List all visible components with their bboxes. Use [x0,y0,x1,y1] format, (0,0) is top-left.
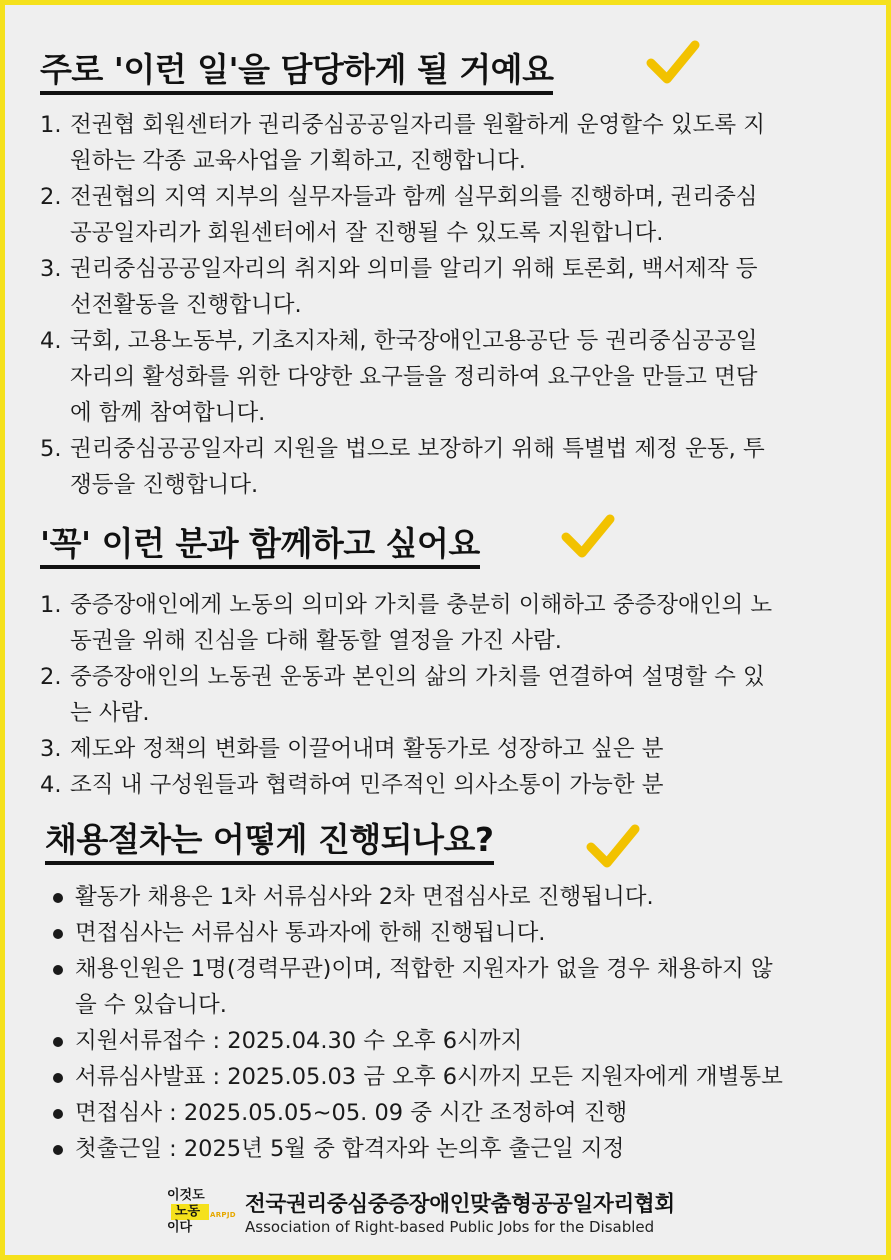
section-heading-qualifications [40,517,480,569]
section-heading-duties-text: 주로 '이런 일'을 담당하게 될 거예요 [40,49,553,95]
list-item-line: 면접심사 : 2025.05.05~05. 09 중 시간 조정하여 진행 [75,1100,628,1126]
list-item [40,179,860,251]
organization-logo [165,1187,239,1241]
list-item-number: 4. [40,772,62,798]
list-item-line: 전권협의 지역 지부의 실무자들과 함께 실무회의를 진행하며, 권리중심 [70,184,758,210]
list-item-line: 원하는 각종 교육사업을 기획하고, 진행합니다. [70,148,526,174]
list-item-line: 지원서류접수 : 2025.04.30 수 오후 6시까지 [75,1028,523,1054]
list-item [45,879,860,915]
list-item-number: 1. [40,112,62,138]
logo-line-3: 이다 [167,1220,193,1235]
list-item-number: 1. [40,592,62,618]
list-item [40,107,860,179]
duties-list [40,107,860,503]
list-item-line: 동권을 위해 진심을 다해 활동할 열정을 가진 사람. [70,628,562,654]
list-item-line: 활동가 채용은 1차 서류심사와 2차 면접심사로 진행됩니다. [75,884,654,910]
section-heading-process-text: 채용절차는 어떻게 진행되나요? [45,819,494,865]
list-item [45,1023,860,1059]
list-item-line: 국회, 고용노동부, 기초지자체, 한국장애인고용공단 등 권리중심공공일 [70,328,758,354]
section-heading-qualifications-text: '꼭' 이런 분과 함께하고 싶어요 [40,523,480,569]
footer [165,1185,765,1245]
list-item-line: 중증장애인에게 노동의 의미와 가치를 충분히 이해하고 중증장애인의 노 [70,592,773,618]
list-item [40,587,860,659]
list-item-line: 자리의 활성화를 위한 다양한 요구들을 정리하여 요구안을 만들고 면담 [70,364,758,390]
bullet-dot-icon [53,1073,63,1083]
list-item-line: 을 수 있습니다. [75,992,227,1018]
list-item-line: 쟁등을 진행합니다. [70,472,259,498]
list-item-line: 에 함께 참여합니다. [70,400,266,426]
qualifications-list [40,587,860,803]
list-item-line: 면접심사는 서류심사 통과자에 한해 진행됩니다. [75,920,546,946]
logo-tag: ARPJD [210,1211,236,1219]
bullet-dot-icon [53,965,63,975]
list-item-line: 공공일자리가 회원센터에서 잘 진행될 수 있도록 지원합니다. [70,220,664,246]
bullet-dot-icon [53,1109,63,1119]
section-heading-duties [40,43,553,95]
logo-line-1: 이것도 [167,1188,205,1203]
organization-name: 전국권리중심중증장애인맞춤형공공일자리협회 [245,1192,675,1217]
list-item-number: 3. [40,736,62,762]
bullet-dot-icon [53,929,63,939]
list-item [45,915,860,951]
list-item-line: 제도와 정책의 변화를 이끌어내며 활동가로 성장하고 싶은 분 [70,736,664,762]
checkmark-icon [560,513,616,561]
list-item-line: 는 사람. [70,700,150,726]
checkmark-icon [585,823,641,871]
bullet-dot-icon [53,1145,63,1155]
list-item [45,1059,860,1095]
list-item-line: 조직 내 구성원들과 협력하여 민주적인 의사소통이 가능한 분 [70,772,664,798]
list-item [40,731,860,767]
bullet-dot-icon [53,1037,63,1047]
list-item [45,1131,860,1167]
section-heading-process [45,813,494,865]
list-item-number: 5. [40,436,62,462]
list-item [40,323,860,431]
organization-name-english: Association of Right-based Public Jobs for the Disabled [245,1218,655,1236]
list-item-number: 2. [40,184,62,210]
list-item [45,1095,860,1131]
list-item-line: 채용인원은 1명(경력무관)이며, 적합한 지원자가 없을 경우 채용하지 않 [75,956,773,982]
list-item-number: 2. [40,664,62,690]
process-list [45,879,860,1167]
list-item-line: 전권협 회원센터가 권리중심공공일자리를 원활하게 운영할수 있도록 지 [70,112,765,138]
list-item-line: 권리중심공공일자리 지원을 법으로 보장하기 위해 특별법 제정 운동, 투 [70,436,765,462]
list-item-line: 서류심사발표 : 2025.05.03 금 오후 6시까지 모든 지원자에게 개별통보 [75,1064,783,1090]
list-item-line: 선전활동을 진행합니다. [70,292,302,318]
list-item [40,659,860,731]
list-item-number: 4. [40,328,62,354]
list-item-line: 첫출근일 : 2025년 5월 중 합격자와 논의후 출근일 지정 [75,1136,625,1162]
list-item [40,251,860,323]
bullet-dot-icon [53,893,63,903]
list-item [45,951,860,1023]
list-item [40,431,860,503]
checkmark-icon [645,39,701,87]
logo-line-2: 노동 [175,1204,201,1219]
list-item-number: 3. [40,256,62,282]
list-item-line: 권리중심공공일자리의 취지와 의미를 알리기 위해 토론회, 백서제작 등 [70,256,758,282]
list-item-line: 중증장애인의 노동권 운동과 본인의 삶의 가치를 연결하여 설명할 수 있 [70,664,765,690]
list-item [40,767,860,803]
